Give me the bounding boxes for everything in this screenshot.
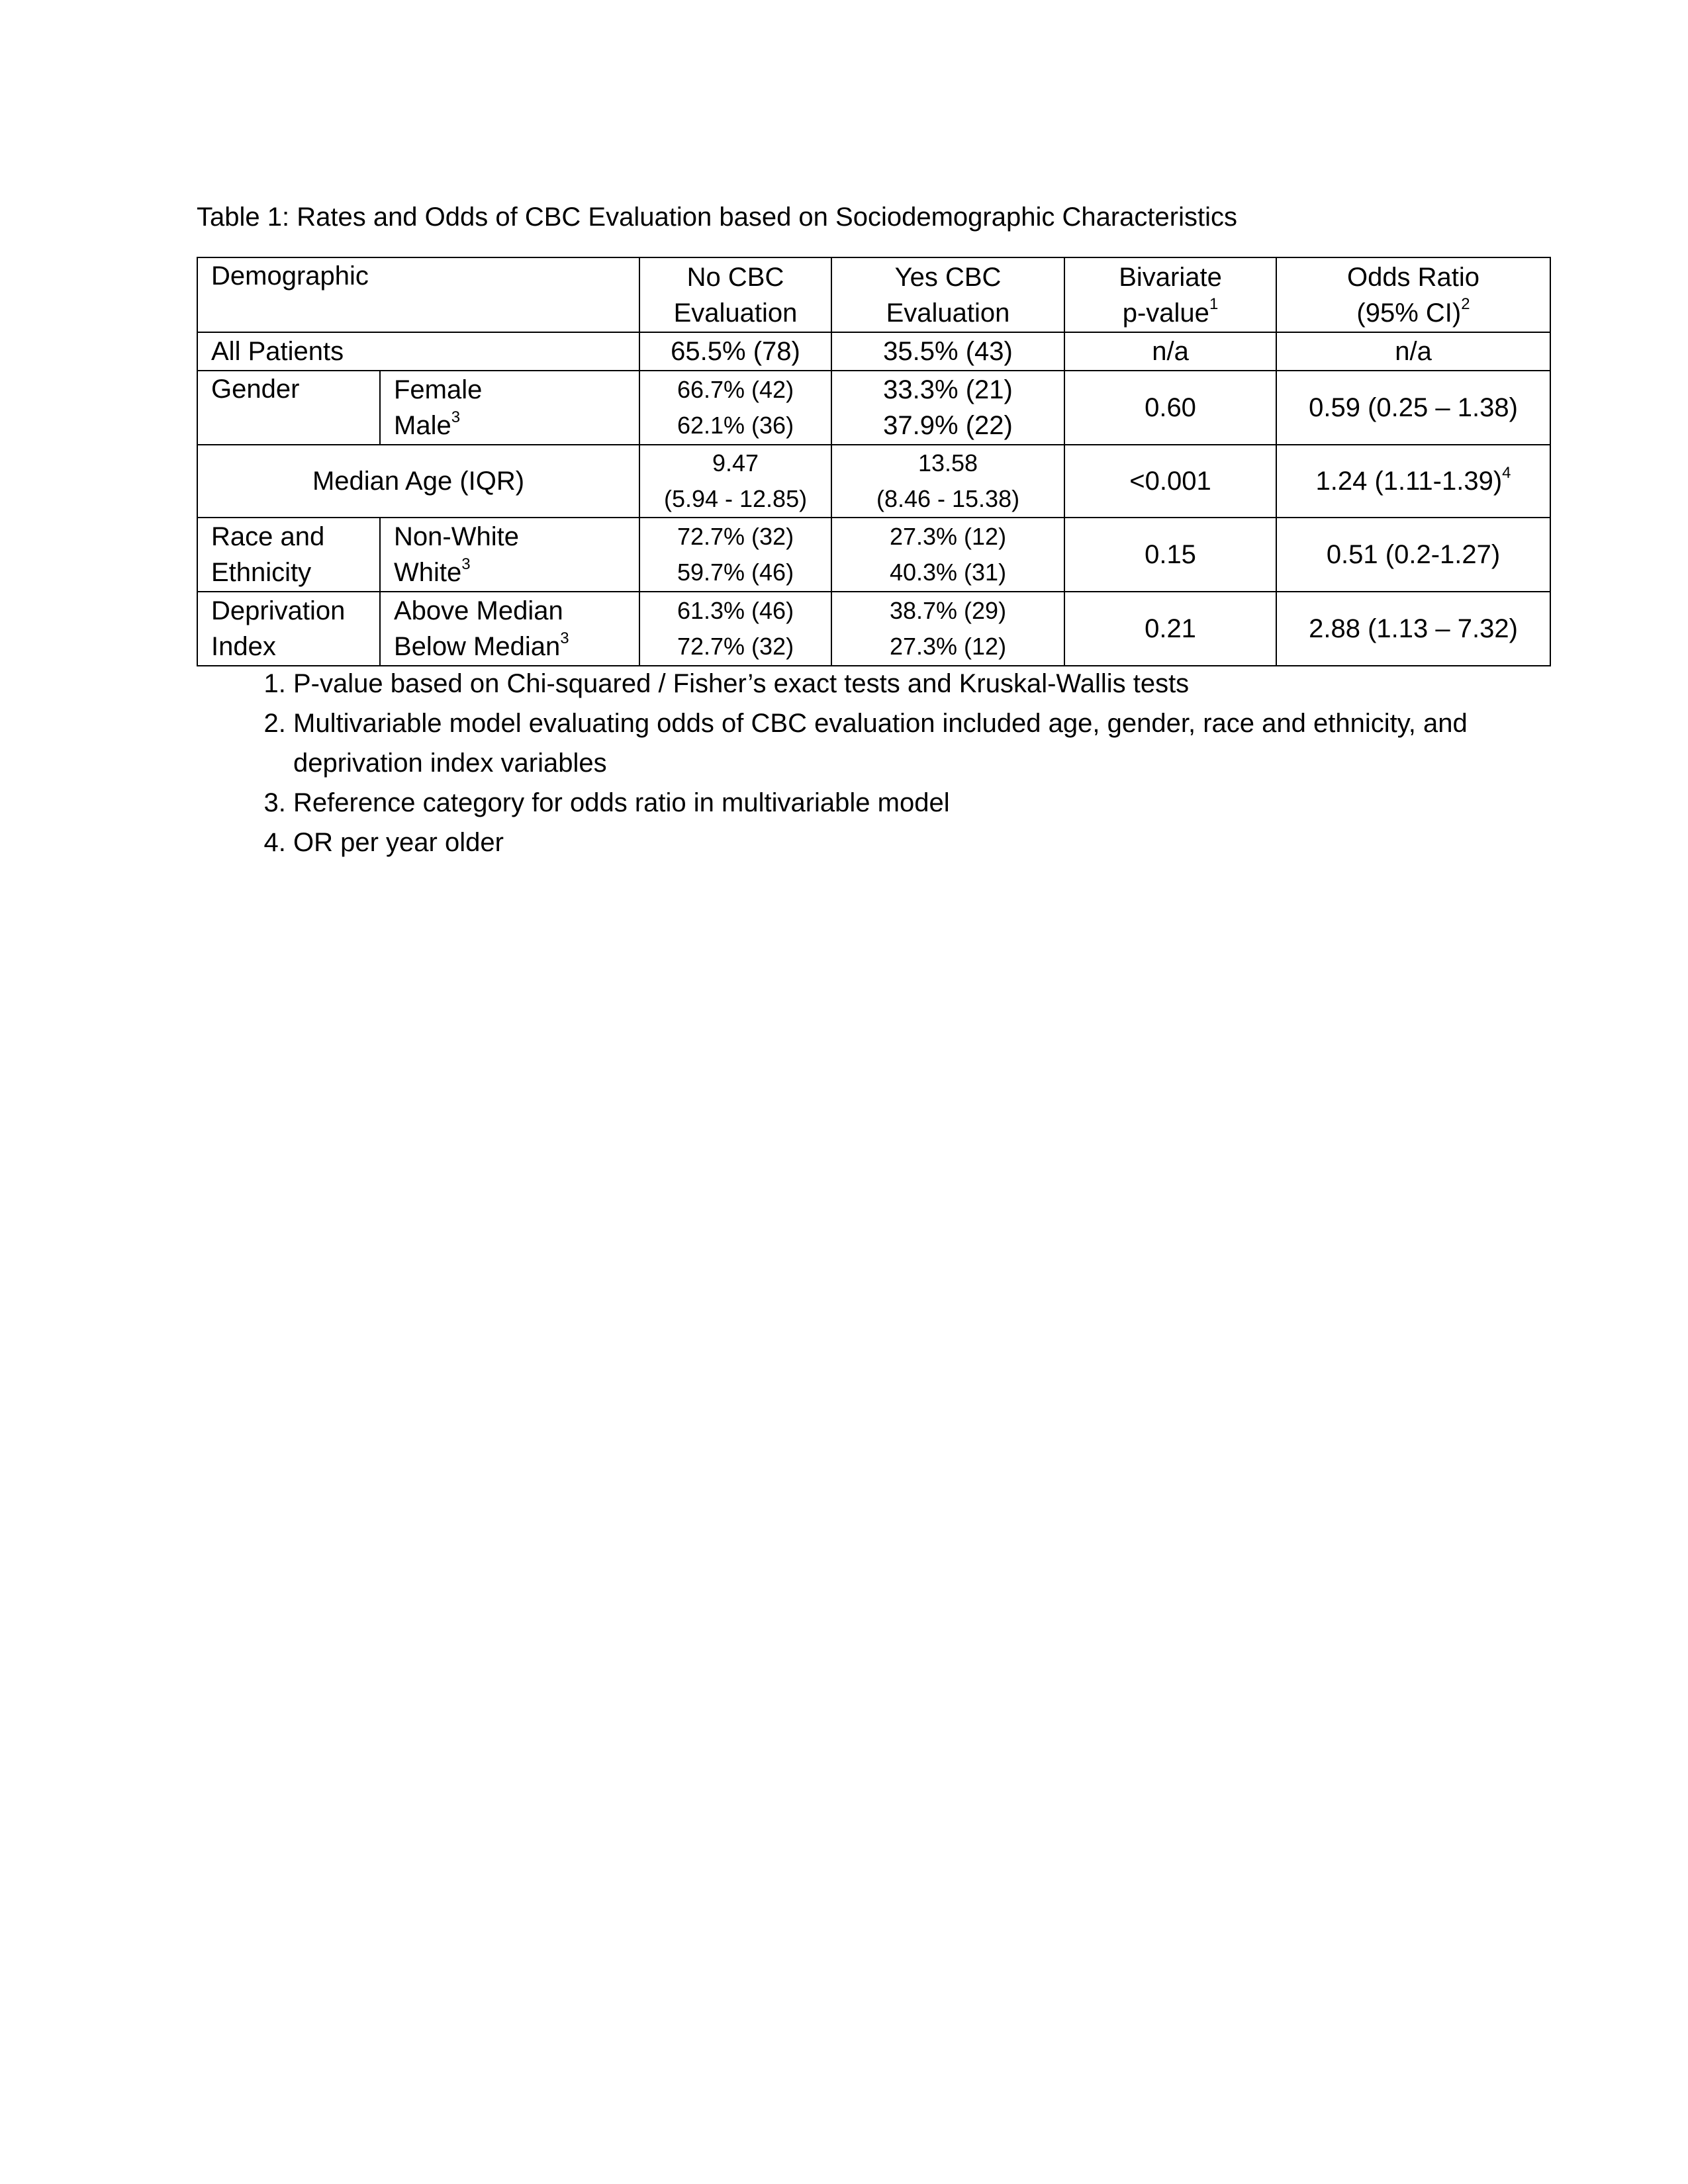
footnote-item: 4. OR per year older xyxy=(293,823,1521,862)
header-odds-ratio: Odds Ratio (95% CI)$^2$ xyxy=(1276,257,1550,332)
cell-no-cbc: 72.7% (32) 59.7% (46) xyxy=(639,518,831,592)
row-sub-deprivation: Above Median Below Median$^3$ xyxy=(380,592,639,666)
results-table xyxy=(197,257,1551,666)
cell-p-value: 0.15 xyxy=(1064,518,1276,592)
cell-odds-ratio: 1.24 $(1.11-1.39)^4$ xyxy=(1276,445,1550,518)
cell-yes-cbc: 35.5% (43) xyxy=(831,332,1064,371)
footnotes-list xyxy=(197,664,1521,862)
row-label-gender: Gender xyxy=(197,371,380,445)
header-row xyxy=(197,257,1550,332)
cell-yes-cbc: 33.3% (21) 37.9% (22) xyxy=(831,371,1064,445)
row-sub-race: Non-White White$^3$ xyxy=(380,518,639,592)
cell-no-cbc: 66.7% (42) 62.1% (36) xyxy=(639,371,831,445)
footnote-item: 3. Reference category for odds ratio in multivariable model xyxy=(293,783,1521,823)
row-label-deprivation: Deprivation Index xyxy=(197,592,380,666)
cell-yes-cbc: 13.58 (8.46 - 15.38) xyxy=(831,445,1064,518)
cell-odds-ratio: 0.59 (0.25 – 1.38) xyxy=(1276,371,1550,445)
cell-p-value: <0.001 xyxy=(1064,445,1276,518)
cell-yes-cbc: 27.3% (12) 40.3% (31) xyxy=(831,518,1064,592)
footnote-item: 1. P-value based on Chi-squared / Fisher’s exact tests and Kruskal-Wallis tests xyxy=(293,664,1521,704)
row-label-all-patients: All Patients xyxy=(197,332,639,371)
cell-odds-ratio: 0.51 (0.2-1.27) xyxy=(1276,518,1550,592)
cell-p-value: 0.21 xyxy=(1064,592,1276,666)
cell-odds-ratio: 2.88 (1.13 – 7.32) xyxy=(1276,592,1550,666)
header-demographic: Demographic xyxy=(197,257,639,332)
cell-no-cbc: 61.3% (46) 72.7% (32) xyxy=(639,592,831,666)
header-bivariate: Bivariate p-value$^1$ xyxy=(1064,257,1276,332)
cell-no-cbc: 9.47 (5.94 - 12.85) xyxy=(639,445,831,518)
cell-yes-cbc: 38.7% (29) 27.3% (12) xyxy=(831,592,1064,666)
table-row xyxy=(197,518,1550,592)
table-row xyxy=(197,371,1550,445)
table-row xyxy=(197,592,1550,666)
header-yes-cbc: Yes CBC Evaluation xyxy=(831,257,1064,332)
table-row xyxy=(197,332,1550,371)
table-row xyxy=(197,445,1550,518)
row-sub-gender: Female Male$^3$ xyxy=(380,371,639,445)
row-label-median-age: Median Age (IQR) xyxy=(197,445,639,518)
row-label-race: Race and Ethnicity xyxy=(197,518,380,592)
footnote-item: 2. Multivariable model evaluating odds of CBC evaluation included age, gender, race and ethnicity, and deprivation index variables xyxy=(293,704,1521,783)
cell-odds-ratio: n/a xyxy=(1276,332,1550,371)
cell-p-value: n/a xyxy=(1064,332,1276,371)
table-title: Table 1: Rates and Odds of CBC Evaluation based on Sociodemographic Characteristics xyxy=(197,203,1237,232)
cell-no-cbc: 65.5% (78) xyxy=(639,332,831,371)
cell-p-value: 0.60 xyxy=(1064,371,1276,445)
header-no-cbc: No CBC Evaluation xyxy=(639,257,831,332)
